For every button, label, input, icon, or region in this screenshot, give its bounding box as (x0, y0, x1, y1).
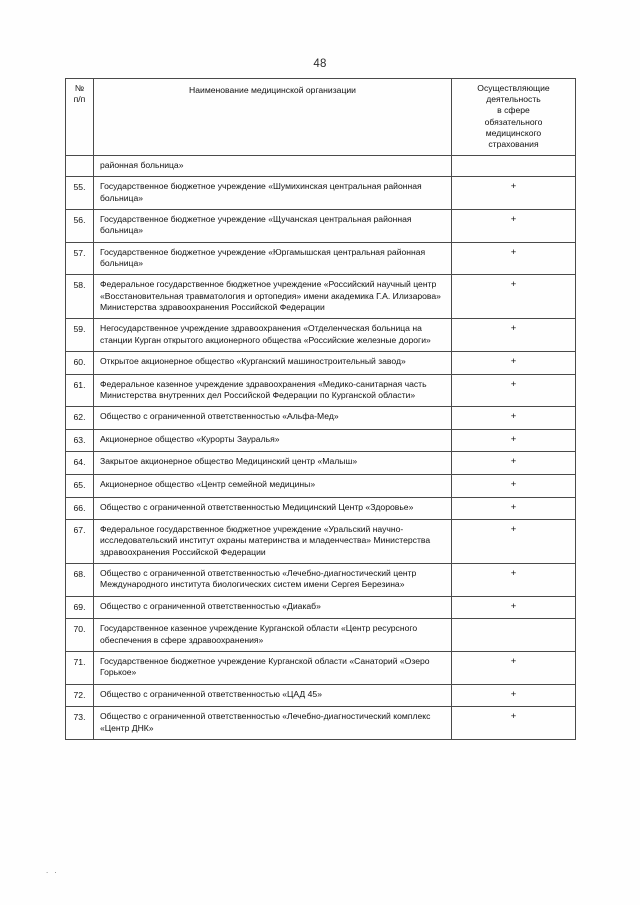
header-oms-line6: страхования (488, 138, 539, 149)
row-oms-mark: + (452, 651, 576, 684)
row-number: 65. (66, 474, 94, 497)
table-row (66, 619, 576, 652)
row-number: 63. (66, 429, 94, 452)
row-number: 57. (66, 242, 94, 275)
row-oms-mark: + (452, 564, 576, 597)
table-row (66, 374, 576, 407)
row-number: 70. (66, 619, 94, 652)
row-organization-name: Государственное бюджетное учреждение «Щучанская центральная районная больница» (94, 210, 452, 243)
row-number: 68. (66, 564, 94, 597)
table-row (66, 210, 576, 243)
table-row (66, 474, 576, 497)
row-organization-name: Государственное бюджетное учреждение «Шумихинская центральная районная больница» (94, 177, 452, 210)
row-number: 69. (66, 596, 94, 619)
row-number: 59. (66, 319, 94, 352)
table-row (66, 520, 576, 564)
row-oms-mark: + (452, 210, 576, 243)
table-row (66, 407, 576, 430)
row-organization-name: районная больница» (94, 156, 452, 177)
row-organization-name: Акционерное общество «Центр семейной медицины» (94, 474, 452, 497)
table-row (66, 177, 576, 210)
table-row (66, 707, 576, 740)
row-organization-name: Федеральное государственное бюджетное учреждение «Российский научный центр «Восстановительная травматология и ортопедия» имени академика Г.А. Илизарова» Министерства здравоохранения Российской Федерации (94, 275, 452, 319)
row-number: 64. (66, 452, 94, 475)
row-oms-mark: + (452, 452, 576, 475)
row-oms-mark: + (452, 407, 576, 430)
row-organization-name: Государственное бюджетное учреждение «Юргамышская центральная районная больница» (94, 242, 452, 275)
row-organization-name: Государственное бюджетное учреждение Курганской области «Санаторий «Озеро Горькое» (94, 651, 452, 684)
row-oms-mark: + (452, 242, 576, 275)
row-oms-mark: + (452, 352, 576, 375)
row-oms-mark: + (452, 275, 576, 319)
table-row (66, 596, 576, 619)
row-number: 60. (66, 352, 94, 375)
row-number: 66. (66, 497, 94, 520)
table-body (66, 156, 576, 740)
row-organization-name: Общество с ограниченной ответственностью «ЦАД 45» (94, 684, 452, 707)
table-row (66, 156, 576, 177)
row-number: 56. (66, 210, 94, 243)
header-oms-line3: в сфере (497, 105, 530, 116)
header-number-line1: № (74, 83, 85, 93)
row-number: 62. (66, 407, 94, 430)
row-oms-mark: + (452, 596, 576, 619)
row-oms-mark: + (452, 429, 576, 452)
row-organization-name: Федеральное государственное бюджетное учреждение «Уральский научно-исследовательский институт охраны материнства и младенчества» Министерства здравоохранения Российской Федерации (94, 520, 452, 564)
row-oms-mark: + (452, 684, 576, 707)
table-row (66, 497, 576, 520)
row-organization-name: Федеральное казенное учреждение здравоохранения «Медико-санитарная часть Министерства внутренних дел Российской Федерации по Курганской области» (94, 374, 452, 407)
row-oms-mark (452, 156, 576, 177)
table-header-row (66, 79, 576, 156)
table-row (66, 242, 576, 275)
row-organization-name: Негосударственное учреждение здравоохранения «Отделенческая больница на станции Курган открытого акционерного общества «Российские железные дороги» (94, 319, 452, 352)
row-number: 67. (66, 520, 94, 564)
header-oms-line1: Осуществляющие (477, 83, 550, 93)
table-row (66, 352, 576, 375)
page-number: 48 (313, 58, 327, 70)
table-row (66, 684, 576, 707)
row-oms-mark (452, 619, 576, 652)
footer-marks: . . (46, 866, 59, 875)
medical-organizations-table (65, 78, 576, 740)
header-number-line2: п/п (73, 93, 86, 104)
row-oms-mark: + (452, 319, 576, 352)
row-oms-mark: + (452, 374, 576, 407)
header-oms-line2: деятельность (486, 94, 541, 105)
table-row (66, 429, 576, 452)
row-number: 58. (66, 275, 94, 319)
row-oms-mark: + (452, 177, 576, 210)
table-row (66, 275, 576, 319)
row-oms-mark: + (452, 520, 576, 564)
row-oms-mark: + (452, 497, 576, 520)
table-row (66, 319, 576, 352)
row-organization-name: Общество с ограниченной ответственностью «Лечебно-диагностический центр Международного института биологических систем имени Сергея Березина» (94, 564, 452, 597)
header-oms-line4: обязательного (484, 116, 543, 127)
row-organization-name: Государственное казенное учреждение Курганской области «Центр ресурсного обеспечения в сфере здравоохранения» (94, 619, 452, 652)
row-organization-name: Закрытое акционерное общество Медицинский центр «Малыш» (94, 452, 452, 475)
row-organization-name: Общество с ограниченной ответственностью «Лечебно-диагностический комплекс «Центр ДНК» (94, 707, 452, 740)
table-row (66, 452, 576, 475)
row-organization-name: Акционерное общество «Курорты Зауралья» (94, 429, 452, 452)
row-organization-name: Общество с ограниченной ответственностью Медицинский Центр «Здоровье» (94, 497, 452, 520)
row-number: 55. (66, 177, 94, 210)
row-number: 72. (66, 684, 94, 707)
row-number (66, 156, 94, 177)
table-row (66, 651, 576, 684)
row-number: 71. (66, 651, 94, 684)
header-cell-oms (452, 79, 576, 156)
header-cell-number (66, 79, 94, 156)
row-organization-name: Общество с ограниченной ответственностью «Диакаб» (94, 596, 452, 619)
row-number: 61. (66, 374, 94, 407)
row-oms-mark: + (452, 707, 576, 740)
row-oms-mark: + (452, 474, 576, 497)
table-header (66, 79, 576, 156)
header-cell-name: Наименование медицинской организации (94, 79, 452, 156)
table-row (66, 564, 576, 597)
row-number: 73. (66, 707, 94, 740)
header-oms-line5: медицинского (485, 127, 542, 138)
row-organization-name: Общество с ограниченной ответственностью «Альфа-Мед» (94, 407, 452, 430)
row-organization-name: Открытое акционерное общество «Курганский машиностроительный завод» (94, 352, 452, 375)
